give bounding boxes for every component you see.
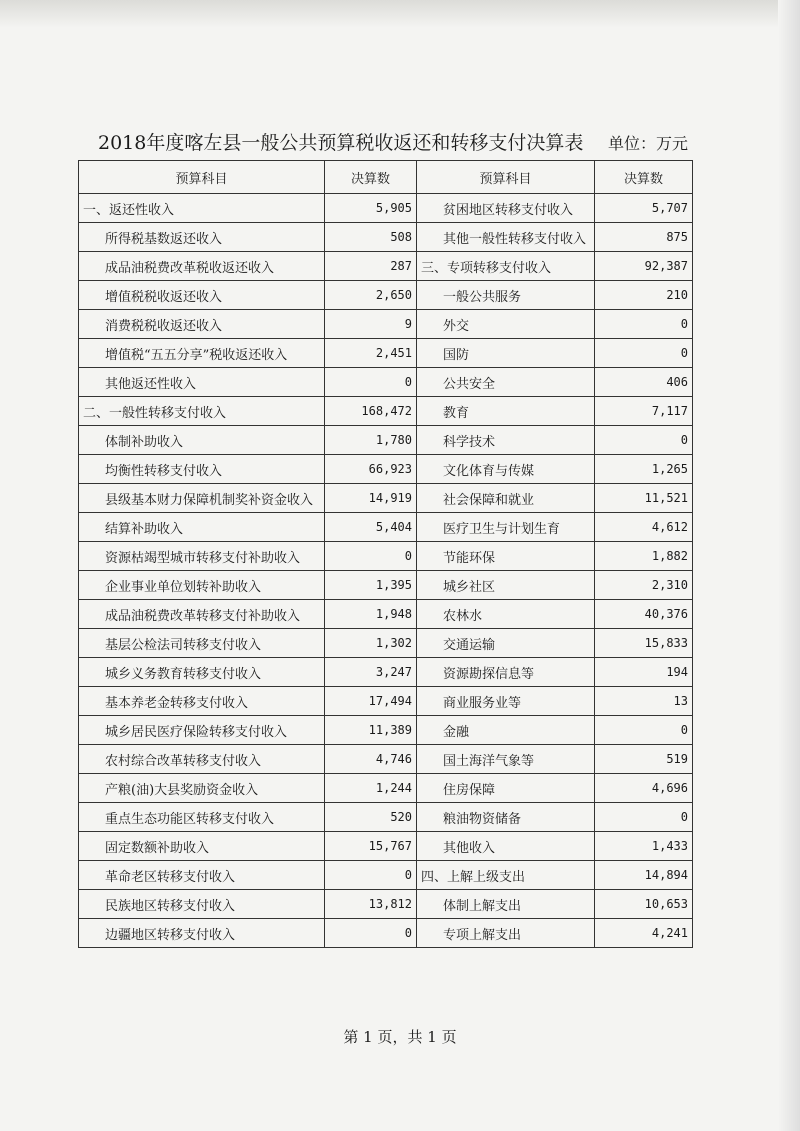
- table-row: [79, 861, 693, 890]
- right-amount-cell: 15,833: [595, 629, 693, 658]
- right-subject-cell: 外交: [417, 310, 595, 339]
- table-row: [79, 455, 693, 484]
- left-subject-cell: 成品油税费改革转移支付补助收入: [79, 600, 325, 629]
- left-amount-cell: 1,244: [325, 774, 417, 803]
- right-amount-cell: 0: [595, 716, 693, 745]
- table-row: [79, 919, 693, 948]
- right-subject-cell: 农林水: [417, 600, 595, 629]
- left-amount-cell: 1,948: [325, 600, 417, 629]
- right-amount-cell: 2,310: [595, 571, 693, 600]
- table-row: [79, 310, 693, 339]
- left-subject-cell: 所得税基数返还收入: [79, 223, 325, 252]
- left-subject-cell: 县级基本财力保障机制奖补资金收入: [79, 484, 325, 513]
- left-amount-cell: 508: [325, 223, 417, 252]
- left-subject-cell: 增值税“五五分享”税收返还收入: [79, 339, 325, 368]
- table-row: [79, 803, 693, 832]
- left-amount-cell: 11,389: [325, 716, 417, 745]
- right-subject-cell: 贫困地区转移支付收入: [417, 194, 595, 223]
- table-row: [79, 252, 693, 281]
- scan-shadow-top: [0, 0, 800, 28]
- table-row: [79, 513, 693, 542]
- left-subject-cell: 民族地区转移支付收入: [79, 890, 325, 919]
- left-amount-cell: 5,404: [325, 513, 417, 542]
- column-header-right-subject: 预算科目: [417, 161, 595, 194]
- left-subject-cell: 增值税税收返还收入: [79, 281, 325, 310]
- right-amount-cell: 0: [595, 339, 693, 368]
- table-row: [79, 484, 693, 513]
- right-subject-cell: 专项上解支出: [417, 919, 595, 948]
- budget-table: [78, 160, 693, 948]
- left-subject-cell: 成品油税费改革税收返还收入: [79, 252, 325, 281]
- table-row: [79, 890, 693, 919]
- left-amount-cell: 1,302: [325, 629, 417, 658]
- left-amount-cell: 0: [325, 861, 417, 890]
- left-amount-cell: 2,650: [325, 281, 417, 310]
- left-amount-cell: 4,746: [325, 745, 417, 774]
- left-amount-cell: 0: [325, 919, 417, 948]
- page-number: 第 1 页，共 1 页: [343, 1028, 457, 1046]
- right-subject-cell: 其他收入: [417, 832, 595, 861]
- left-amount-cell: 9: [325, 310, 417, 339]
- right-amount-cell: 210: [595, 281, 693, 310]
- right-amount-cell: 40,376: [595, 600, 693, 629]
- table-row: [79, 774, 693, 803]
- right-subject-cell: 三、专项转移支付收入: [417, 252, 595, 281]
- table-row: [79, 339, 693, 368]
- right-amount-cell: 875: [595, 223, 693, 252]
- right-amount-cell: 0: [595, 426, 693, 455]
- right-subject-cell: 粮油物资储备: [417, 803, 595, 832]
- right-subject-cell: 商业服务业等: [417, 687, 595, 716]
- left-subject-cell: 结算补助收入: [79, 513, 325, 542]
- column-header-left-amount: 决算数: [325, 161, 417, 194]
- left-subject-cell: 企业事业单位划转补助收入: [79, 571, 325, 600]
- left-subject-cell: 农村综合改革转移支付收入: [79, 745, 325, 774]
- table-row: [79, 571, 693, 600]
- left-subject-cell: 资源枯竭型城市转移支付补助收入: [79, 542, 325, 571]
- right-amount-cell: 14,894: [595, 861, 693, 890]
- column-header-right-amount: 决算数: [595, 161, 693, 194]
- right-subject-cell: 文化体育与传媒: [417, 455, 595, 484]
- right-subject-cell: 教育: [417, 397, 595, 426]
- right-subject-cell: 科学技术: [417, 426, 595, 455]
- left-amount-cell: 287: [325, 252, 417, 281]
- right-amount-cell: 4,612: [595, 513, 693, 542]
- left-subject-cell: 消费税税收返还收入: [79, 310, 325, 339]
- left-amount-cell: 1,395: [325, 571, 417, 600]
- left-subject-cell: 体制补助收入: [79, 426, 325, 455]
- right-amount-cell: 1,882: [595, 542, 693, 571]
- right-amount-cell: 4,696: [595, 774, 693, 803]
- table-row: [79, 281, 693, 310]
- right-amount-cell: 4,241: [595, 919, 693, 948]
- right-amount-cell: 406: [595, 368, 693, 397]
- unit-label: 单位：万元: [607, 134, 688, 153]
- right-subject-cell: 节能环保: [417, 542, 595, 571]
- left-amount-cell: 13,812: [325, 890, 417, 919]
- left-subject-cell: 边疆地区转移支付收入: [79, 919, 325, 948]
- right-amount-cell: 13: [595, 687, 693, 716]
- left-subject-cell: 产粮(油)大县奖励资金收入: [79, 774, 325, 803]
- right-subject-cell: 体制上解支出: [417, 890, 595, 919]
- right-amount-cell: 0: [595, 803, 693, 832]
- table-row: [79, 600, 693, 629]
- right-subject-cell: 国土海洋气象等: [417, 745, 595, 774]
- right-subject-cell: 城乡社区: [417, 571, 595, 600]
- right-amount-cell: 92,387: [595, 252, 693, 281]
- scan-shadow-right: [778, 0, 800, 1131]
- table-header-row: [79, 161, 693, 194]
- right-subject-cell: 资源勘探信息等: [417, 658, 595, 687]
- page-title: 2018年度喀左县一般公共预算税收返还和转移支付决算表: [98, 132, 584, 154]
- right-amount-cell: 10,653: [595, 890, 693, 919]
- right-amount-cell: 1,433: [595, 832, 693, 861]
- left-subject-cell: 一、返还性收入: [79, 194, 325, 223]
- table-row: [79, 658, 693, 687]
- table-row: [79, 426, 693, 455]
- right-amount-cell: 11,521: [595, 484, 693, 513]
- table-row: [79, 223, 693, 252]
- right-subject-cell: 医疗卫生与计划生育: [417, 513, 595, 542]
- right-amount-cell: 519: [595, 745, 693, 774]
- right-amount-cell: 0: [595, 310, 693, 339]
- left-amount-cell: 0: [325, 542, 417, 571]
- right-amount-cell: 194: [595, 658, 693, 687]
- left-amount-cell: 1,780: [325, 426, 417, 455]
- table-row: [79, 194, 693, 223]
- right-subject-cell: 其他一般性转移支付收入: [417, 223, 595, 252]
- left-subject-cell: 其他返还性收入: [79, 368, 325, 397]
- table-row: [79, 542, 693, 571]
- table-body: [79, 194, 693, 948]
- right-subject-cell: 金融: [417, 716, 595, 745]
- left-amount-cell: 520: [325, 803, 417, 832]
- left-subject-cell: 固定数额补助收入: [79, 832, 325, 861]
- table-row: [79, 397, 693, 426]
- right-subject-cell: 一般公共服务: [417, 281, 595, 310]
- left-amount-cell: 17,494: [325, 687, 417, 716]
- left-amount-cell: 5,905: [325, 194, 417, 223]
- right-subject-cell: 交通运输: [417, 629, 595, 658]
- right-subject-cell: 住房保障: [417, 774, 595, 803]
- right-subject-cell: 公共安全: [417, 368, 595, 397]
- right-amount-cell: 7,117: [595, 397, 693, 426]
- title-row: [98, 128, 688, 162]
- table-row: [79, 745, 693, 774]
- left-subject-cell: 基层公检法司转移支付收入: [79, 629, 325, 658]
- table-row: [79, 687, 693, 716]
- left-amount-cell: 2,451: [325, 339, 417, 368]
- left-subject-cell: 重点生态功能区转移支付收入: [79, 803, 325, 832]
- left-amount-cell: 15,767: [325, 832, 417, 861]
- table-row: [79, 629, 693, 658]
- right-subject-cell: 国防: [417, 339, 595, 368]
- left-subject-cell: 基本养老金转移支付收入: [79, 687, 325, 716]
- right-subject-cell: 社会保障和就业: [417, 484, 595, 513]
- left-subject-cell: 均衡性转移支付收入: [79, 455, 325, 484]
- table-row: [79, 368, 693, 397]
- left-subject-cell: 二、一般性转移支付收入: [79, 397, 325, 426]
- right-amount-cell: 5,707: [595, 194, 693, 223]
- left-amount-cell: 66,923: [325, 455, 417, 484]
- left-amount-cell: 0: [325, 368, 417, 397]
- left-subject-cell: 城乡居民医疗保险转移支付收入: [79, 716, 325, 745]
- right-subject-cell: 四、上解上级支出: [417, 861, 595, 890]
- column-header-left-subject: 预算科目: [79, 161, 325, 194]
- table-row: [79, 716, 693, 745]
- left-subject-cell: 城乡义务教育转移支付收入: [79, 658, 325, 687]
- right-amount-cell: 1,265: [595, 455, 693, 484]
- left-subject-cell: 革命老区转移支付收入: [79, 861, 325, 890]
- left-amount-cell: 14,919: [325, 484, 417, 513]
- left-amount-cell: 168,472: [325, 397, 417, 426]
- table-row: [79, 832, 693, 861]
- left-amount-cell: 3,247: [325, 658, 417, 687]
